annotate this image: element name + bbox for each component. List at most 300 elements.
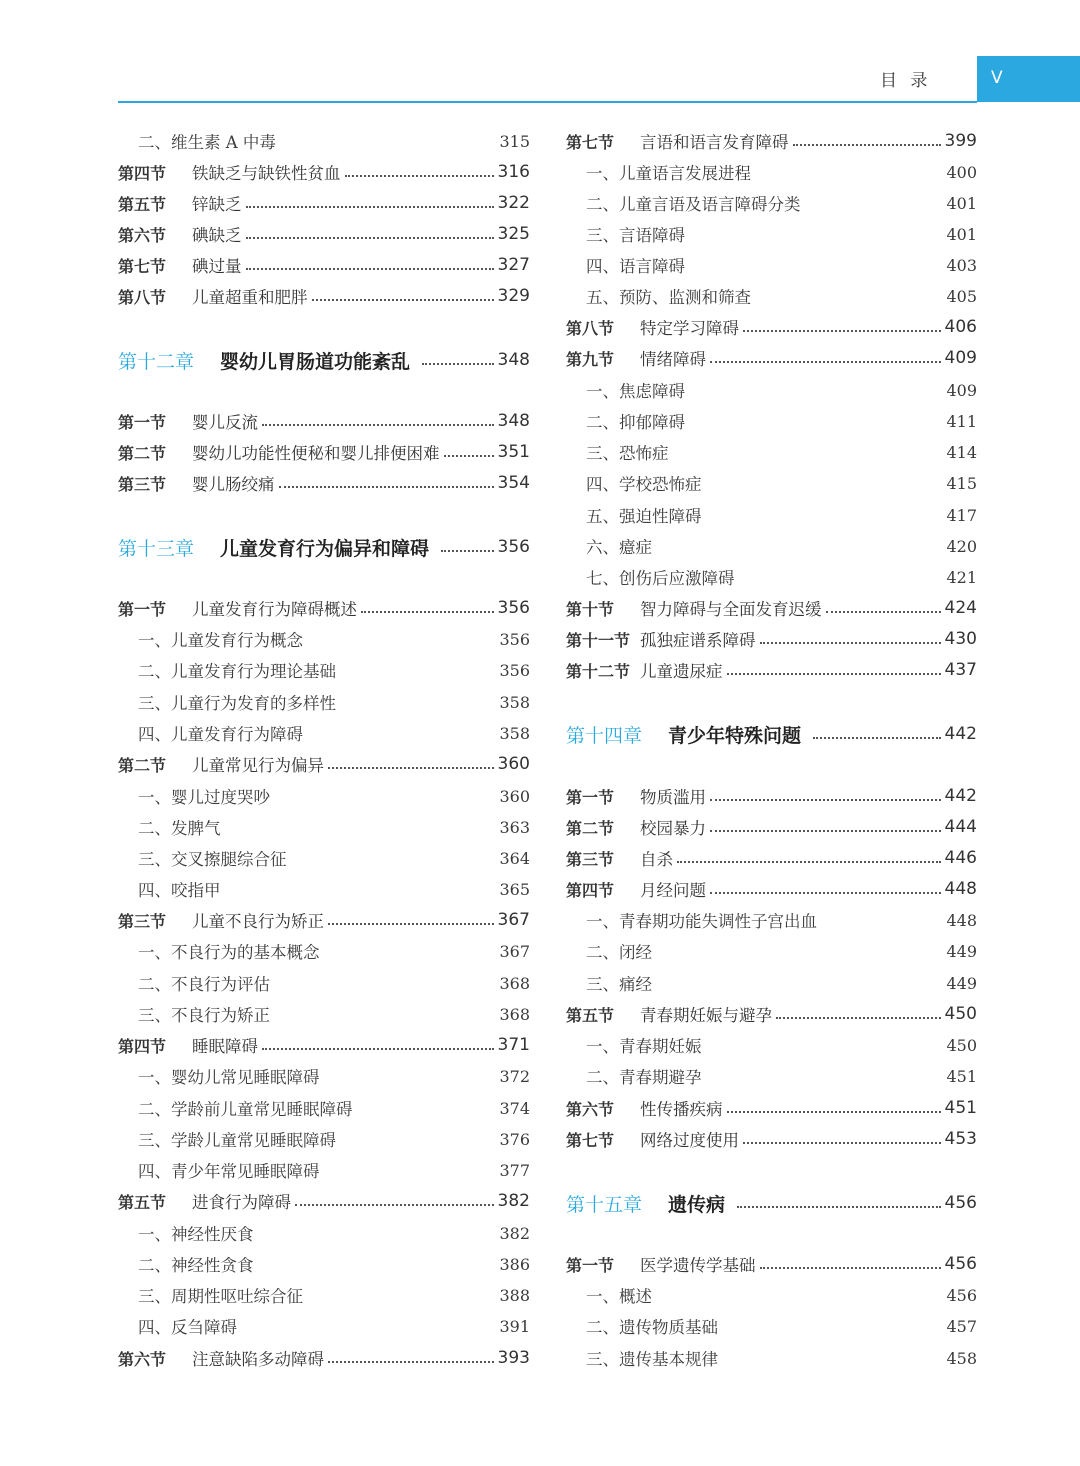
toc-section-entry[interactable] — [118, 281, 530, 312]
entry-title: 月经问题 — [640, 881, 706, 900]
entry-page-number: 382 — [499, 1223, 530, 1243]
dot-leader — [722, 1326, 942, 1327]
dot-leader — [710, 360, 941, 363]
dot-leader — [656, 546, 942, 547]
entry-page-number: 348 — [497, 350, 530, 370]
entry-page-number: 371 — [497, 1035, 530, 1055]
toc-chapter-entry[interactable] — [566, 1186, 977, 1220]
dot-leader — [422, 362, 494, 365]
entry-title: 三、交叉擦腿综合征 — [138, 850, 287, 869]
toc-section-entry[interactable] — [566, 874, 977, 905]
entry-title: 铁缺乏与缺铁性贫血 — [192, 164, 341, 183]
entry-page-number: 368 — [499, 1004, 530, 1024]
entry-page-number: 414 — [946, 442, 977, 462]
toc-section-entry[interactable] — [566, 126, 977, 157]
dot-leader — [805, 203, 943, 204]
entry-page-number: 409 — [944, 348, 977, 368]
entry-title: 四、儿童发育行为障碍 — [138, 725, 303, 744]
toc-subsection-entry[interactable] — [118, 1155, 530, 1186]
entry-page-number: 374 — [499, 1098, 530, 1118]
entry-title: 一、焦虑障碍 — [586, 382, 685, 401]
dot-leader — [246, 236, 494, 239]
entry-title: 三、学龄儿童常见睡眠障碍 — [138, 1131, 336, 1150]
section-number: 第六节 — [118, 225, 167, 245]
toc-subsection-entry[interactable] — [566, 562, 977, 593]
toc-subsection-entry[interactable] — [566, 1280, 977, 1311]
entry-title: 儿童发育行为偏异和障碍 — [220, 537, 430, 560]
entry-page-number: 417 — [946, 505, 977, 525]
toc-subsection-entry[interactable] — [118, 1218, 530, 1249]
dot-leader — [357, 1108, 496, 1109]
dot-leader — [258, 1233, 496, 1234]
entry-page-number: 348 — [497, 411, 530, 431]
dot-leader — [743, 329, 941, 332]
entry-title: 五、预防、监测和筛查 — [586, 288, 751, 307]
section-number: 第六节 — [566, 1099, 615, 1119]
entry-page-number: 424 — [944, 598, 977, 618]
dot-leader — [689, 390, 942, 391]
toc-section-entry[interactable] — [566, 843, 977, 874]
toc-section-entry[interactable] — [566, 655, 977, 686]
toc-subsection-entry[interactable] — [566, 1030, 977, 1061]
entry-page-number: 382 — [497, 1191, 530, 1211]
toc-subsection-entry[interactable] — [566, 1311, 977, 1342]
entry-page-number: 354 — [497, 473, 530, 493]
entry-page-number: 449 — [946, 941, 977, 961]
toc-subsection-entry[interactable] — [566, 905, 977, 936]
section-number: 第一节 — [566, 1255, 615, 1275]
toc-section-entry[interactable] — [118, 219, 530, 250]
toc-subsection-entry[interactable] — [566, 406, 977, 437]
entry-title: 注意缺陷多动障碍 — [192, 1350, 324, 1369]
section-number: 第七节 — [566, 132, 615, 152]
entry-title: 一、神经性厌食 — [138, 1225, 254, 1244]
dot-leader — [246, 267, 494, 270]
entry-title: 三、遗传基本规律 — [586, 1350, 718, 1369]
entry-title: 二、闭经 — [586, 943, 652, 962]
dot-leader — [706, 1045, 943, 1046]
dot-leader — [755, 296, 942, 297]
entry-title: 智力障碍与全面发育迟缓 — [640, 600, 822, 619]
page-number: V — [991, 68, 1003, 88]
section-number: 第七节 — [118, 256, 167, 276]
toc-section-entry[interactable] — [566, 624, 977, 655]
chapter-number: 第十三章 — [118, 537, 195, 560]
dot-leader — [328, 1360, 494, 1363]
entry-title: 一、不良行为的基本概念 — [138, 943, 320, 962]
dot-leader — [307, 639, 495, 640]
entry-page-number: 367 — [497, 910, 530, 930]
entry-page-number: 327 — [497, 255, 530, 275]
toc-section-entry[interactable] — [118, 406, 530, 437]
entry-page-number: 399 — [944, 131, 977, 151]
toc-subsection-entry[interactable] — [118, 1249, 530, 1280]
toc-subsection-entry[interactable] — [118, 1093, 530, 1124]
toc-section-entry[interactable] — [566, 593, 977, 624]
toc-subsection-entry[interactable] — [118, 126, 530, 157]
dot-leader — [743, 1141, 941, 1144]
entry-title: 儿童发育行为障碍概述 — [192, 600, 357, 619]
toc-subsection-entry[interactable] — [118, 843, 530, 874]
entry-title: 婴儿反流 — [192, 413, 258, 432]
dot-leader — [737, 1205, 941, 1208]
toc-subsection-entry[interactable] — [566, 250, 977, 281]
entry-page-number: 360 — [497, 754, 530, 774]
entry-title: 三、言语障碍 — [586, 226, 685, 245]
toc-subsection-entry[interactable] — [118, 936, 530, 967]
dot-leader — [760, 641, 941, 644]
page-number-tab — [977, 56, 1080, 102]
entry-title: 言语和语言发育障碍 — [640, 133, 789, 152]
dot-leader — [656, 983, 942, 984]
dot-leader — [656, 1295, 942, 1296]
toc-subsection-entry[interactable] — [566, 188, 977, 219]
dot-leader — [274, 1014, 495, 1015]
entry-page-number: 457 — [946, 1316, 977, 1336]
entry-page-number: 363 — [499, 817, 530, 837]
entry-page-number: 376 — [499, 1129, 530, 1149]
toc-subsection-entry[interactable] — [118, 624, 530, 655]
toc-subsection-entry[interactable] — [118, 812, 530, 843]
entry-page-number: 420 — [946, 536, 977, 556]
dot-leader — [710, 798, 941, 801]
entry-title: 青春期妊娠与避孕 — [640, 1006, 772, 1025]
dot-leader — [441, 549, 494, 552]
entry-title: 二、抑郁障碍 — [586, 413, 685, 432]
toc-subsection-entry[interactable] — [118, 687, 530, 718]
entry-page-number: 405 — [946, 286, 977, 306]
chapter-number: 第十二章 — [118, 350, 195, 373]
entry-title: 一、儿童语言发展进程 — [586, 164, 751, 183]
toc-section-entry[interactable] — [118, 188, 530, 219]
entry-page-number: 437 — [944, 660, 977, 680]
entry-title: 青少年特殊问题 — [668, 724, 802, 747]
toc-section-entry[interactable] — [118, 157, 530, 188]
toc-subsection-entry[interactable] — [118, 718, 530, 749]
toc-section-entry[interactable] — [566, 812, 977, 843]
toc-section-entry[interactable] — [566, 1093, 977, 1124]
dot-leader — [727, 672, 941, 675]
entry-page-number: 403 — [946, 255, 977, 275]
entry-title: 三、不良行为矫正 — [138, 1006, 270, 1025]
entry-page-number: 411 — [946, 411, 977, 431]
toc-section-entry[interactable] — [566, 1249, 977, 1280]
entry-title: 三、儿童行为发育的多样性 — [138, 694, 336, 713]
toc-subsection-entry[interactable] — [566, 531, 977, 562]
section-number: 第一节 — [118, 599, 167, 619]
toc-subsection-entry[interactable] — [118, 655, 530, 686]
entry-page-number: 453 — [944, 1129, 977, 1149]
toc-section-entry[interactable] — [566, 1124, 977, 1155]
toc-section-entry[interactable] — [566, 312, 977, 343]
dot-leader — [312, 298, 494, 301]
section-number: 第七节 — [566, 1130, 615, 1150]
toc-subsection-entry[interactable] — [566, 1061, 977, 1092]
dot-leader — [262, 1047, 494, 1050]
entry-page-number: 451 — [944, 1098, 977, 1118]
entry-title: 孤独症谱系障碍 — [640, 631, 756, 650]
dot-leader — [706, 515, 943, 516]
entry-title: 四、语言障碍 — [586, 257, 685, 276]
section-number: 第二节 — [566, 818, 615, 838]
entry-title: 二、遗传物质基础 — [586, 1318, 718, 1337]
dot-leader — [280, 141, 496, 142]
toc-subsection-entry[interactable] — [566, 968, 977, 999]
section-number: 第三节 — [118, 911, 167, 931]
entry-page-number: 415 — [946, 473, 977, 493]
section-number: 第四节 — [118, 163, 167, 183]
entry-title: 碘过量 — [192, 257, 242, 276]
entry-title: 儿童不良行为矫正 — [192, 912, 324, 931]
toc-subsection-entry[interactable] — [118, 968, 530, 999]
entry-title: 一、儿童发育行为概念 — [138, 631, 303, 650]
dot-leader — [307, 1295, 495, 1296]
dot-leader — [689, 265, 942, 266]
section-number: 第三节 — [566, 849, 615, 869]
entry-title: 二、维生素 A 中毒 — [138, 133, 276, 152]
entry-title: 三、周期性呕吐综合征 — [138, 1287, 303, 1306]
entry-page-number: 358 — [499, 692, 530, 712]
entry-page-number: 401 — [946, 193, 977, 213]
toc-subsection-entry[interactable] — [566, 281, 977, 312]
dot-leader — [444, 454, 494, 457]
toc-chapter-entry[interactable] — [118, 530, 530, 564]
entry-page-number: 451 — [946, 1066, 977, 1086]
entry-title: 七、创伤后应激障碍 — [586, 569, 735, 588]
dot-leader — [274, 983, 495, 984]
dot-leader — [340, 702, 495, 703]
toc-section-entry[interactable] — [118, 468, 530, 499]
entry-title: 二、不良行为评估 — [138, 975, 270, 994]
entry-title: 二、青春期避孕 — [586, 1068, 702, 1087]
entry-title: 三、痛经 — [586, 975, 652, 994]
dot-leader — [793, 143, 941, 146]
entry-page-number: 393 — [497, 1348, 530, 1368]
header-divider — [118, 101, 977, 103]
entry-title: 物质滥用 — [640, 788, 706, 807]
entry-page-number: 400 — [946, 162, 977, 182]
entry-page-number: 360 — [499, 786, 530, 806]
toc-section-entry[interactable] — [118, 1343, 530, 1374]
toc-subsection-entry[interactable] — [566, 468, 977, 499]
entry-title: 一、青春期功能失调性子宫出血 — [586, 912, 817, 931]
dot-leader — [246, 205, 494, 208]
dot-leader — [722, 1358, 942, 1359]
section-number: 第三节 — [118, 474, 167, 494]
dot-leader — [258, 1264, 496, 1265]
dot-leader — [826, 610, 941, 613]
entry-title: 情绪障碍 — [640, 350, 706, 369]
entry-title: 二、儿童发育行为理论基础 — [138, 662, 336, 681]
section-number: 第二节 — [118, 755, 167, 775]
chapter-number: 第十五章 — [566, 1193, 643, 1216]
entry-page-number: 456 — [944, 1254, 977, 1274]
dot-leader — [821, 920, 942, 921]
entry-page-number: 356 — [497, 598, 530, 618]
section-number: 第四节 — [566, 880, 615, 900]
entry-page-number: 401 — [946, 224, 977, 244]
dot-leader — [340, 670, 495, 671]
entry-page-number: 446 — [944, 848, 977, 868]
toc-subsection-entry[interactable] — [118, 781, 530, 812]
toc-section-entry[interactable] — [118, 1186, 530, 1217]
dot-leader — [656, 951, 942, 952]
toc-subsection-entry[interactable] — [566, 1343, 977, 1374]
entry-page-number: 329 — [497, 286, 530, 306]
toc-subsection-entry[interactable] — [566, 936, 977, 967]
dot-leader — [727, 1110, 941, 1113]
entry-page-number: 456 — [946, 1285, 977, 1305]
dot-leader — [361, 610, 494, 613]
dot-leader — [340, 1139, 495, 1140]
section-number: 第十二节 — [566, 661, 631, 681]
section-number: 第八节 — [118, 287, 167, 307]
entry-title: 儿童遗尿症 — [640, 662, 723, 681]
entry-title: 六、癔症 — [586, 538, 652, 557]
entry-page-number: 448 — [946, 910, 977, 930]
dot-leader — [776, 1016, 941, 1019]
dot-leader — [710, 829, 941, 832]
entry-page-number: 456 — [944, 1193, 977, 1213]
entry-title: 一、青春期妊娠 — [586, 1037, 702, 1056]
entry-title: 性传播疾病 — [640, 1100, 723, 1119]
dot-leader — [677, 860, 941, 863]
toc-chapter-entry[interactable] — [566, 717, 977, 751]
toc-chapter-entry[interactable] — [118, 343, 530, 377]
section-number: 第十节 — [566, 599, 615, 619]
entry-title: 锌缺乏 — [192, 195, 242, 214]
toc-section-entry[interactable] — [118, 1030, 530, 1061]
entry-title: 一、婴幼儿常见睡眠障碍 — [138, 1068, 320, 1087]
dot-leader — [262, 423, 494, 426]
entry-title: 自杀 — [640, 850, 673, 869]
toc-subsection-entry[interactable] — [566, 157, 977, 188]
entry-page-number: 358 — [499, 723, 530, 743]
entry-page-number: 377 — [499, 1160, 530, 1180]
entry-title: 四、咬指甲 — [138, 881, 221, 900]
dot-leader — [324, 951, 496, 952]
entry-title: 三、恐怖症 — [586, 444, 669, 463]
entry-page-number: 315 — [499, 131, 530, 151]
entry-title: 婴幼儿胃肠道功能紊乱 — [220, 350, 411, 373]
dot-leader — [225, 827, 496, 828]
entry-title: 睡眠障碍 — [192, 1037, 258, 1056]
entry-title: 进食行为障碍 — [192, 1193, 291, 1212]
toc-subsection-entry[interactable] — [118, 874, 530, 905]
entry-page-number: 444 — [944, 817, 977, 837]
entry-page-number: 450 — [946, 1035, 977, 1055]
entry-page-number: 450 — [944, 1004, 977, 1024]
entry-title: 婴幼儿功能性便秘和婴儿排便困难 — [192, 444, 440, 463]
dot-leader — [307, 733, 495, 734]
entry-page-number: 430 — [944, 629, 977, 649]
entry-page-number: 391 — [499, 1316, 530, 1336]
entry-page-number: 367 — [499, 941, 530, 961]
entry-title: 四、青少年常见睡眠障碍 — [138, 1162, 320, 1181]
dot-leader — [739, 577, 943, 578]
toc-subsection-entry[interactable] — [118, 1311, 530, 1342]
section-number: 第二节 — [118, 443, 167, 463]
entry-title: 遗传病 — [668, 1193, 726, 1216]
entry-title: 特定学习障碍 — [640, 319, 739, 338]
toc-section-entry[interactable] — [118, 437, 530, 468]
entry-title: 一、概述 — [586, 1287, 652, 1306]
entry-page-number: 406 — [944, 317, 977, 337]
toc-subsection-entry[interactable] — [566, 375, 977, 406]
toc-subsection-entry[interactable] — [566, 219, 977, 250]
dot-leader — [706, 483, 943, 484]
section-number: 第一节 — [566, 787, 615, 807]
toc-section-entry[interactable] — [118, 749, 530, 780]
entry-page-number: 356 — [499, 660, 530, 680]
entry-title: 网络过度使用 — [640, 1131, 739, 1150]
dot-leader — [760, 1266, 941, 1269]
toc-subsection-entry[interactable] — [118, 1280, 530, 1311]
section-number: 第四节 — [118, 1036, 167, 1056]
section-number: 第九节 — [566, 349, 615, 369]
entry-page-number: 316 — [497, 162, 530, 182]
entry-title: 四、反刍障碍 — [138, 1318, 237, 1337]
dot-leader — [689, 234, 942, 235]
section-number: 第一节 — [118, 412, 167, 432]
entry-page-number: 372 — [499, 1066, 530, 1086]
dot-leader — [673, 452, 943, 453]
dot-leader — [710, 891, 941, 894]
entry-page-number: 351 — [497, 442, 530, 462]
section-number: 第六节 — [118, 1349, 167, 1369]
toc-subsection-entry[interactable] — [118, 999, 530, 1030]
entry-page-number: 388 — [499, 1285, 530, 1305]
toc-section-entry[interactable] — [118, 250, 530, 281]
dot-leader — [241, 1326, 495, 1327]
entry-title: 婴儿肠绞痛 — [192, 475, 275, 494]
entry-page-number: 409 — [946, 380, 977, 400]
entry-title: 校园暴力 — [640, 819, 706, 838]
dot-leader — [324, 1076, 496, 1077]
toc-subsection-entry[interactable] — [566, 437, 977, 468]
entry-title: 一、婴儿过度哭吵 — [138, 788, 270, 807]
entry-page-number: 442 — [944, 786, 977, 806]
toc-subsection-entry[interactable] — [118, 1124, 530, 1155]
toc-section-entry[interactable] — [118, 905, 530, 936]
entry-title: 二、儿童言语及语言障碍分类 — [586, 195, 801, 214]
entry-page-number: 421 — [946, 567, 977, 587]
toc-section-entry[interactable] — [566, 999, 977, 1030]
entry-page-number: 458 — [946, 1348, 977, 1368]
dot-leader — [328, 922, 494, 925]
entry-title: 四、学校恐怖症 — [586, 475, 702, 494]
entry-title: 碘缺乏 — [192, 226, 242, 245]
dot-leader — [689, 421, 942, 422]
dot-leader — [225, 889, 496, 890]
entry-page-number: 449 — [946, 973, 977, 993]
entry-page-number: 386 — [499, 1254, 530, 1274]
toc-section-entry[interactable] — [566, 343, 977, 374]
section-number: 第五节 — [118, 194, 167, 214]
entry-page-number: 448 — [944, 879, 977, 899]
toc-subsection-entry[interactable] — [118, 1061, 530, 1092]
entry-page-number: 442 — [944, 724, 977, 744]
entry-page-number: 365 — [499, 879, 530, 899]
dot-leader — [755, 172, 942, 173]
entry-page-number: 364 — [499, 848, 530, 868]
toc-section-entry[interactable] — [118, 593, 530, 624]
chapter-number: 第十四章 — [566, 724, 643, 747]
entry-page-number: 368 — [499, 973, 530, 993]
toc-subsection-entry[interactable] — [566, 500, 977, 531]
entry-title: 儿童常见行为偏异 — [192, 756, 324, 775]
toc-section-entry[interactable] — [566, 781, 977, 812]
